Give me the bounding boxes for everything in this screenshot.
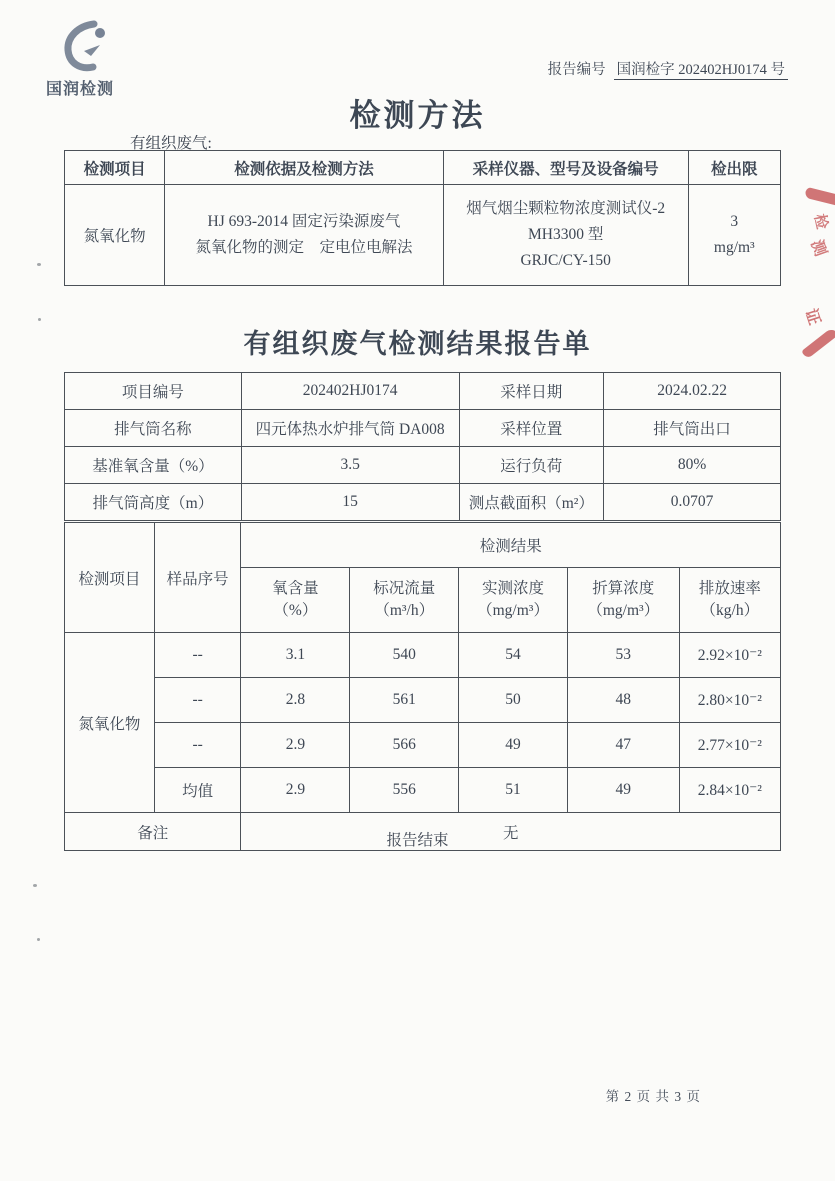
cell-rate: 2.80×10⁻² — [679, 678, 780, 723]
cell-instrument — [443, 185, 688, 286]
cell-converted: 47 — [567, 723, 679, 768]
report-number-label: 报告编号 — [547, 62, 606, 78]
header-oxygen-content — [241, 568, 350, 633]
value-ref-oxygen: 3.5 — [241, 447, 459, 484]
header-sample-no: 样品序号 — [154, 523, 241, 633]
cell-oxygen: 2.9 — [241, 723, 350, 768]
scan-speck — [37, 263, 41, 266]
header-converted-unit: （mg/m³） — [587, 602, 660, 619]
seal-fragment-arc — [804, 187, 835, 206]
cell-sample: 均值 — [154, 768, 241, 813]
cell-flow: 566 — [350, 723, 459, 768]
remark-value: 无 — [241, 813, 781, 851]
results-info-table — [64, 372, 781, 521]
header-oxygen-unit: （%） — [273, 602, 318, 619]
label-ref-oxygen: 基准氧含量（%） — [65, 447, 242, 484]
header-measured-name: 实测浓度 — [482, 580, 545, 597]
label-project-no: 项目编号 — [65, 373, 242, 410]
cell-measured: 50 — [459, 678, 568, 723]
cell-oxygen: 3.1 — [241, 633, 350, 678]
company-logo — [46, 20, 156, 99]
section-label: 有组织废气: — [130, 135, 212, 152]
seal-fragment-char: 检 — [810, 212, 830, 231]
value-operating-load: 80% — [604, 447, 781, 484]
cell-measured: 49 — [459, 723, 568, 768]
cell-oxygen: 2.8 — [241, 678, 350, 723]
cell-measured: 54 — [459, 633, 568, 678]
value-stack-name: 四元体热水炉排气筒 DA008 — [241, 410, 459, 447]
instrument-line-2: MH3300 型 — [528, 226, 604, 243]
remark-label: 备注 — [65, 813, 241, 851]
cell-sample: -- — [154, 723, 241, 768]
cell-detection-limit — [688, 185, 780, 286]
label-stack-height: 排气筒高度（m） — [65, 484, 242, 521]
header-converted-name: 折算浓度 — [592, 580, 655, 597]
value-cross-section: 0.0707 — [604, 484, 781, 521]
cell-converted: 49 — [567, 768, 679, 813]
label-operating-load: 运行负荷 — [459, 447, 604, 484]
page-number: 第 2 页 共 3 页 — [605, 1089, 701, 1104]
result-row — [65, 723, 781, 768]
method-table — [64, 150, 781, 286]
seal-fragment-char: 证 — [801, 306, 823, 328]
header-instrument: 采样仪器、型号及设备编号 — [443, 151, 688, 185]
cell-flow: 540 — [350, 633, 459, 678]
header-converted-concentration — [567, 568, 679, 633]
label-stack-name: 排气筒名称 — [65, 410, 242, 447]
instrument-line-1: 烟气烟尘颗粒物浓度测试仪-2 — [466, 200, 666, 217]
info-row-stack — [65, 410, 781, 447]
header-flow-unit: （m³/h） — [374, 602, 435, 619]
cell-flow: 561 — [350, 678, 459, 723]
method-table-data-row — [65, 185, 781, 286]
cell-rate: 2.84×10⁻² — [679, 768, 780, 813]
method-line-1: HJ 693-2014 固定污染源废气 — [207, 213, 401, 230]
cell-pollutant: 氮氧化物 — [65, 633, 155, 813]
results-header-row-1 — [65, 523, 781, 568]
header-rate-name: 排放速率 — [698, 580, 761, 597]
results-title: 有组织废气检测结果报告单 — [243, 329, 592, 359]
info-row-oxygen — [65, 447, 781, 484]
header-flow-name: 标况流量 — [373, 580, 436, 597]
header-rate-unit: （kg/h） — [700, 602, 760, 619]
cell-converted: 48 — [567, 678, 679, 723]
header-measured-unit: （mg/m³） — [477, 602, 549, 619]
label-sampling-position: 采样位置 — [459, 410, 604, 447]
page-title: 检测方法 — [349, 98, 486, 133]
result-row — [65, 678, 781, 723]
header-test-item: 检测项目 — [65, 523, 155, 633]
cell-flow: 556 — [350, 768, 459, 813]
cell-sample: -- — [154, 633, 241, 678]
value-project-no: 202402HJ0174 — [241, 373, 459, 410]
instrument-line-3: GRJC/CY-150 — [520, 252, 611, 269]
method-table-header-row — [65, 151, 781, 185]
scan-speck — [38, 318, 41, 321]
header-method: 检测依据及检测方法 — [165, 151, 444, 185]
cell-sample: -- — [154, 678, 241, 723]
result-row — [65, 633, 781, 678]
limit-unit: mg/m³ — [713, 239, 755, 256]
cell-rate: 2.92×10⁻² — [679, 633, 780, 678]
header-detection-limit: 检出限 — [688, 151, 780, 185]
header-emission-rate — [679, 568, 780, 633]
label-sampling-date: 采样日期 — [459, 373, 604, 410]
info-row-project — [65, 373, 781, 410]
value-stack-height: 15 — [241, 484, 459, 521]
header-measured-concentration — [459, 568, 568, 633]
scan-speck — [33, 884, 37, 887]
info-row-height — [65, 484, 781, 521]
cell-oxygen: 2.9 — [241, 768, 350, 813]
report-end-text: 报告结束 — [386, 832, 449, 849]
report-number-line — [548, 58, 788, 79]
cell-converted: 53 — [567, 633, 679, 678]
report-number-value: 国润检字 202402HJ0174 号 — [614, 62, 788, 80]
cell-rate: 2.77×10⁻² — [679, 723, 780, 768]
cell-test-item: 氮氧化物 — [65, 185, 165, 286]
logo-text: 国润检测 — [46, 81, 115, 98]
seal-fragment-char: 测 — [807, 237, 829, 259]
header-oxygen-name: 氧含量 — [272, 580, 319, 597]
result-row-average — [65, 768, 781, 813]
logo-g-icon — [60, 20, 116, 74]
value-sampling-date: 2024.02.22 — [604, 373, 781, 410]
limit-value: 3 — [730, 213, 739, 230]
results-data-table — [64, 522, 781, 851]
scan-speck — [37, 938, 40, 941]
header-results-group: 检测结果 — [241, 523, 781, 568]
header-test-item: 检测项目 — [65, 151, 165, 185]
cell-method — [165, 185, 444, 286]
value-sampling-position: 排气筒出口 — [604, 410, 781, 447]
cell-measured: 51 — [459, 768, 568, 813]
label-cross-section: 测点截面积（m²） — [459, 484, 604, 521]
header-flow-rate — [350, 568, 459, 633]
method-line-2: 氮氧化物的测定 定电位电解法 — [195, 239, 413, 256]
